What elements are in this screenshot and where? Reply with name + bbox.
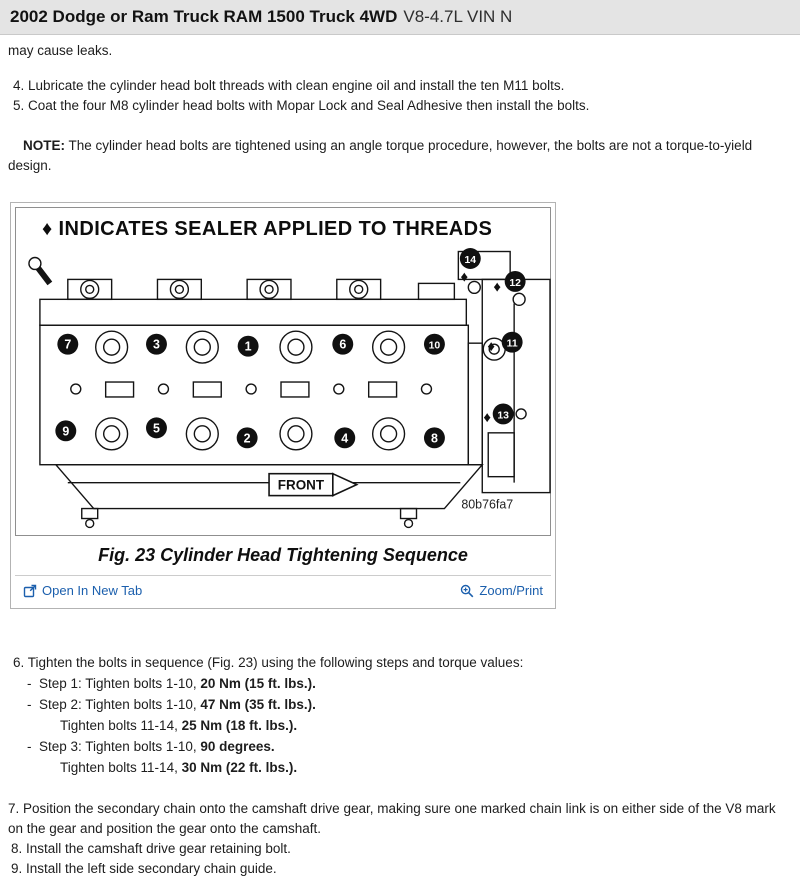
- bolt-number-3: 3: [153, 337, 160, 352]
- bolt-number-8: 8: [430, 431, 438, 446]
- figure-23-box: [10, 202, 556, 609]
- figure-toolbar: [15, 575, 551, 604]
- front-label: FRONT: [277, 477, 325, 493]
- torque-step-2b: [8, 715, 792, 736]
- torque-step-text: - Step 2: Tighten bolts 1-10,: [27, 697, 201, 712]
- part-code: 80b76fa7: [461, 497, 514, 512]
- torque-step-text: Tighten bolts 11-14,: [60, 718, 182, 733]
- sealer-diamonds: [461, 268, 502, 425]
- sealer-diamond: ♦: [483, 408, 492, 426]
- engine-subtitle: V8-4.7L VIN N: [403, 7, 513, 26]
- zoom-print-link[interactable]: [460, 581, 543, 601]
- cylinder-head-diagram: [16, 243, 552, 535]
- open-in-new-tab-icon: [23, 584, 37, 598]
- torque-value: 25 Nm (18 ft. lbs.).: [181, 718, 298, 733]
- note-label: NOTE:: [23, 138, 65, 153]
- torque-steps-list: [8, 673, 792, 778]
- diagram-legend: ♦ INDICATES SEALER APPLIED TO THREADS: [42, 218, 493, 240]
- note-text: The cylinder head bolts are tightened using an angle torque procedure, however, the bolts are not a torque-to-yield design.: [8, 138, 753, 173]
- bolt-number-5: 5: [153, 421, 160, 436]
- bolt-number-10: 10: [428, 340, 441, 352]
- bolt-number-13: 13: [497, 410, 510, 422]
- step-5: 5. Coat the four M8 cylinder head bolts with Mopar Lock and Seal Adhesive then install the bolts.: [13, 98, 590, 113]
- step-6: 6. Tighten the bolts in sequence (Fig. 23) using the following steps and torque values:: [13, 655, 524, 670]
- bolt-number-2: 2: [243, 431, 251, 446]
- sealer-diamond: ♦: [487, 338, 496, 356]
- torque-step-1: [8, 673, 792, 694]
- sealer-diamond: ♦: [460, 268, 469, 286]
- open-in-new-tab-label: Open In New Tab: [42, 583, 143, 598]
- torque-step-text: Tighten bolts 11-14,: [60, 760, 182, 775]
- figure-image-frame: [15, 207, 551, 536]
- step-4: 4. Lubricate the cylinder head bolt threads with clean engine oil and install the ten M11 bolts.: [13, 78, 565, 93]
- article-body: [0, 35, 800, 893]
- note-paragraph: [8, 136, 792, 176]
- front-arrow-label: [269, 474, 357, 496]
- torque-value: 90 degrees.: [200, 739, 275, 754]
- bolt-number-14: 14: [464, 254, 477, 266]
- torque-step-2: [8, 694, 792, 715]
- torque-step-3: [8, 736, 792, 757]
- torque-step-3b: [8, 757, 792, 778]
- bolt-number-4: 4: [341, 431, 349, 446]
- intro-text: may cause leaks.: [8, 43, 113, 58]
- torque-step-text: - Step 1: Tighten bolts 1-10,: [27, 676, 201, 691]
- bolt-number-7: 7: [64, 337, 72, 352]
- open-in-new-tab-link[interactable]: [23, 581, 142, 601]
- step-9: 9. Install the left side secondary chain guide.: [11, 861, 277, 876]
- zoom-print-label: Zoom/Print: [479, 583, 543, 598]
- bolt-number-6: 6: [339, 337, 347, 352]
- bolt-number-11: 11: [506, 338, 518, 350]
- bolt-number-9: 9: [62, 424, 70, 439]
- sealer-diamond: ♦: [493, 278, 502, 296]
- step-8: 8. Install the camshaft drive gear retaining bolt.: [11, 841, 291, 856]
- bolt-number-12: 12: [509, 277, 521, 289]
- torque-value: 47 Nm (35 ft. lbs.).: [200, 697, 316, 712]
- torque-value: 30 Nm (22 ft. lbs.).: [181, 760, 298, 775]
- vehicle-title: 2002 Dodge or Ram Truck RAM 1500 Truck 4WD: [10, 7, 398, 26]
- zoom-icon: [460, 584, 474, 598]
- figure-caption: Fig. 23 Cylinder Head Tightening Sequence: [98, 545, 468, 565]
- step-7: 7. Position the secondary chain onto the camshaft drive gear, making sure one marked chain link is on either side of the V8 mark on the gear and position the gear onto the camshaft.: [8, 801, 776, 836]
- torque-value: 20 Nm (15 ft. lbs.).: [200, 676, 316, 691]
- page-header: [0, 0, 800, 35]
- torque-step-text: - Step 3: Tighten bolts 1-10,: [27, 739, 201, 754]
- bolt-number-1: 1: [244, 339, 252, 354]
